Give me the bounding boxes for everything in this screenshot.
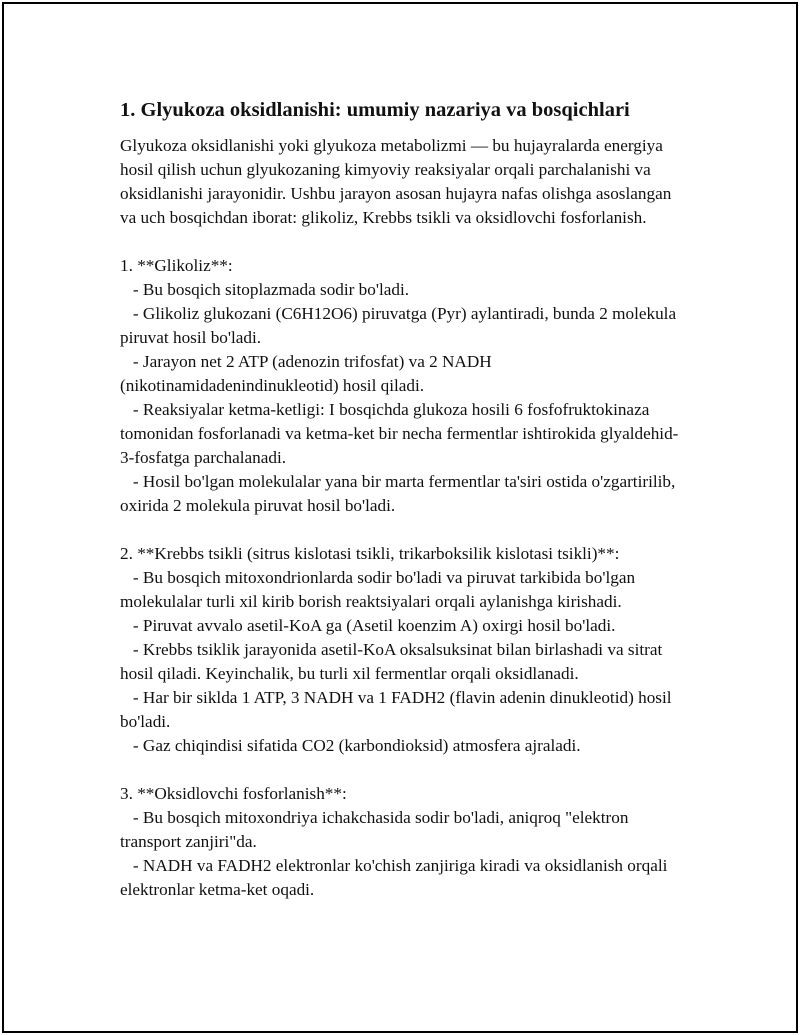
document-title: 1. Glyukoza oksidlanishi: umumiy nazariya va bosqichlari xyxy=(120,99,630,121)
section-heading: 2. **Krebbs tsikli (sitrus kislotasi tsikli, trikarboksilik kislotasi tsikli)**: xyxy=(120,544,620,563)
document-body xyxy=(120,97,680,902)
list-item: - Glikoliz glukozani (C6H12O6) piruvatga (Pyr) aylantiradi, bunda 2 molekula piruvat hosil bo'ladi. xyxy=(120,304,681,347)
list-item: - Piruvat avvalo asetil-KoA ga (Asetil koenzim A) oxirgi hosil bo'ladi. xyxy=(120,616,616,635)
section-spacer xyxy=(120,758,680,782)
section-heading: 1. **Glikoliz**: xyxy=(120,256,233,275)
section-spacer xyxy=(120,230,680,254)
list-item: - Gaz chiqindisi sifatida CO2 (karbondioksid) atmosfera ajraladi. xyxy=(120,736,581,755)
list-item: - NADH va FADH2 elektronlar ko'chish zanjiriga kiradi va oksidlanish orqali elektronlar ketma-ket oqadi. xyxy=(120,856,672,899)
list-item: - Bu bosqich mitoxondriya ichakchasida sodir bo'ladi, aniqroq "elektron transport zanjiri"da. xyxy=(120,808,633,851)
list-item: - Bu bosqich mitoxondrionlarda sodir bo'ladi va piruvat tarkibida bo'lgan molekulalar turli xil kirib borish reaktsiyalari orqali aylanishga kirishadi. xyxy=(120,568,640,611)
section-krebbs xyxy=(120,542,680,758)
list-item: - Krebbs tsiklik jarayonida asetil-KoA oksalsuksinat bilan birlashadi va sitrat hosil qiladi. Keyinchalik, bu turli xil fermentlar orqali oksidlanadi. xyxy=(120,640,667,683)
list-item: - Har bir siklda 1 ATP, 3 NADH va 1 FADH2 (flavin adenin dinukleotid) hosil bo'ladi. xyxy=(120,688,676,731)
list-item: - Reaksiyalar ketma-ketligi: I bosqichda glukoza hosili 6 fosfofruktokinaza tomonidan fosforlanadi va ketma-ket bir necha fermentlar ishtirokida glyaldehid-3-fosfatga parchalanadi. xyxy=(120,400,679,467)
section-spacer xyxy=(120,518,680,542)
list-item: - Hosil bo'lgan molekulalar yana bir marta fermentlar ta'siri ostida o'zgartirilib, oxirida 2 molekula piruvat hosil bo'ladi. xyxy=(120,472,680,515)
page-frame xyxy=(2,2,798,1033)
section-glikoliz xyxy=(120,254,680,518)
list-item: - Bu bosqich sitoplazmada sodir bo'ladi. xyxy=(120,280,410,299)
section-heading: 3. **Oksidlovchi fosforlanish**: xyxy=(120,784,347,803)
intro-paragraph: Glyukoza oksidlanishi yoki glyukoza metabolizmi — bu hujayralarda energiya hosil qilish uchun glyukozaning kimyoviy reaksiyalar orqali parchalanishi va oksidlanishi jarayonidir. Ushbu jarayon asosan hujayra nafas olishga asoslangan va uch bosqichdan iborat: glikoliz, Krebbs tsikli va oksidlovchi fosforlanish. xyxy=(120,136,672,227)
section-fosforlanish xyxy=(120,782,680,902)
list-item: - Jarayon net 2 ATP (adenozin trifosfat) va 2 NADH (nikotinamidadenindinukleotid) hosil qiladi. xyxy=(120,352,496,395)
